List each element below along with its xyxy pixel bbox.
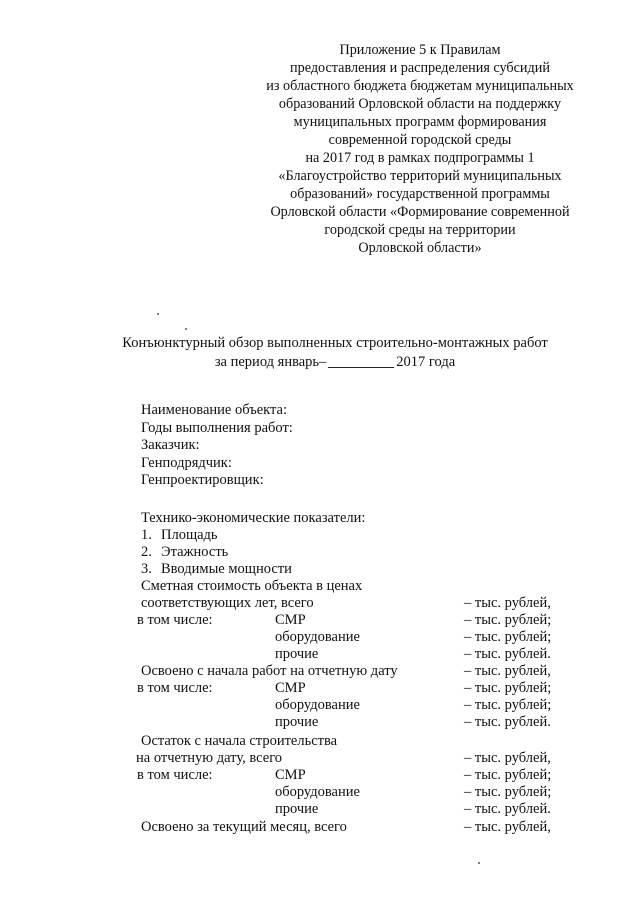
field-general-contractor: Генподрядчик: bbox=[141, 454, 232, 471]
field-general-designer: Генпроектировщик: bbox=[141, 472, 264, 489]
smr-unit: – тыс. рублей; bbox=[464, 767, 552, 783]
title-line-1: Конъюнктурный обзор выполненных строительно-монтажных работ bbox=[122, 335, 548, 351]
other-label: прочие bbox=[275, 646, 319, 662]
list-item-label: Этажность bbox=[161, 544, 229, 560]
list-item-number: 2. bbox=[141, 544, 152, 560]
other-label: прочие bbox=[275, 714, 319, 730]
appendix-line: образований» государственной программы bbox=[290, 186, 550, 202]
list-item-number: 3. bbox=[141, 561, 152, 577]
appendix-line: Приложение 5 к Правилам bbox=[339, 42, 501, 58]
remaining-label-2: на отчетную дату, всего bbox=[136, 750, 283, 766]
remaining-total-unit: – тыс. рублей, bbox=[464, 750, 551, 766]
appendix-line: «Благоустройство территорий муниципальных bbox=[278, 168, 562, 184]
equipment-unit: – тыс. рублей; bbox=[464, 629, 552, 645]
list-item-label: Площадь bbox=[161, 527, 218, 543]
smr-label: СМР bbox=[275, 767, 306, 783]
other-label: прочие bbox=[275, 801, 319, 817]
field-work-years: Годы выполнения работ: bbox=[141, 419, 293, 436]
smr-label: СМР bbox=[275, 680, 306, 696]
other-unit: – тыс. рублей. bbox=[464, 801, 551, 817]
appendix-line: на 2017 год в рамках подпрограммы 1 bbox=[305, 150, 535, 166]
smr-unit: – тыс. рублей; bbox=[464, 612, 552, 628]
mastered-current-month-label: Освоено за текущий месяц, всего bbox=[141, 819, 347, 835]
mastered-current-month-unit: – тыс. рублей, bbox=[464, 819, 551, 835]
estimated-total-unit: – тыс. рублей, bbox=[464, 595, 551, 611]
appendix-line: предоставления и распределения субсидий bbox=[290, 60, 550, 76]
equipment-label: оборудование bbox=[275, 629, 360, 645]
title-period-suffix: 2017 года bbox=[396, 354, 456, 370]
estimated-cost-label-2: соответствующих лет, всего bbox=[141, 595, 314, 611]
smr-unit: – тыс. рублей; bbox=[464, 680, 552, 696]
mastered-since-start-unit: – тыс. рублей, bbox=[464, 663, 551, 679]
including-label: в том числе: bbox=[137, 680, 213, 696]
list-item-number: 1. bbox=[141, 527, 152, 543]
appendix-line: муниципальных программ формирования bbox=[293, 114, 547, 130]
other-unit: – тыс. рублей. bbox=[464, 646, 551, 662]
tech-heading: Технико-экономические показатели: bbox=[141, 510, 366, 526]
appendix-line: Орловской области» bbox=[358, 240, 482, 256]
appendix-line: Орловской области «Формирование современной bbox=[270, 204, 570, 220]
estimated-cost-label: Сметная стоимость объекта в ценах bbox=[141, 578, 363, 594]
field-customer: Заказчик: bbox=[141, 437, 200, 454]
field-object-name: Наименование объекта: bbox=[141, 402, 287, 418]
equipment-label: оборудование bbox=[275, 697, 360, 713]
appendix-line: образований Орловской области на поддержку bbox=[278, 96, 562, 112]
smr-label: СМР bbox=[275, 612, 306, 628]
including-label: в том числе: bbox=[137, 767, 213, 783]
appendix-line: современной городской среды bbox=[328, 132, 512, 148]
list-item-label: Вводимые мощности bbox=[161, 561, 292, 577]
equipment-label: оборудование bbox=[275, 784, 360, 800]
other-unit: – тыс. рублей. bbox=[464, 714, 551, 730]
equipment-unit: – тыс. рублей; bbox=[464, 697, 552, 713]
title-period-prefix: за период январь– bbox=[214, 354, 327, 370]
appendix-line: городской среды на территории bbox=[324, 222, 516, 238]
remaining-label: Остаток с начала строительства bbox=[141, 733, 338, 749]
appendix-line: из областного бюджета бюджетам муниципальных bbox=[266, 78, 574, 94]
equipment-unit: – тыс. рублей; bbox=[464, 784, 552, 800]
including-label: в том числе: bbox=[137, 612, 213, 628]
mastered-since-start-label: Освоено с начала работ на отчетную дату bbox=[141, 663, 398, 679]
